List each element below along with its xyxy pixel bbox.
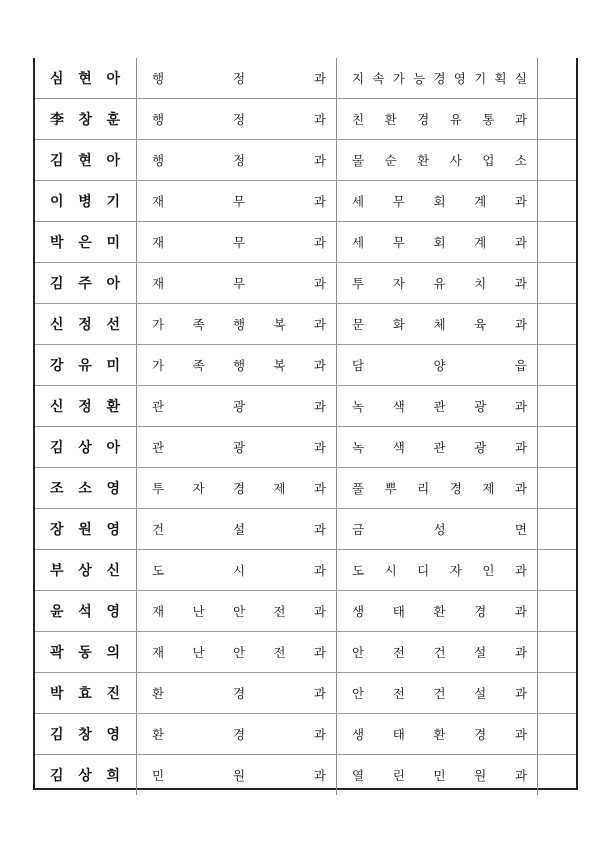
table-row: [35, 58, 576, 99]
new-department-text: 금 성 면: [352, 522, 527, 537]
table-row: [35, 468, 576, 509]
employee-name: [35, 140, 137, 181]
new-department: [337, 304, 538, 345]
employee-name-text: 곽 동 의: [50, 645, 120, 661]
remarks-cell: [538, 632, 577, 673]
table-row: [35, 304, 576, 345]
remarks-cell: [538, 591, 577, 632]
table-row: [35, 263, 576, 304]
employee-name-text: 신 정 선: [50, 317, 120, 333]
employee-name-text: 李 창 훈: [50, 112, 120, 128]
new-department: [337, 468, 538, 509]
table-row: [35, 591, 576, 632]
employee-name-text: 강 유 미: [50, 358, 120, 374]
new-department: [337, 714, 538, 755]
new-department: [337, 550, 538, 591]
previous-department: [137, 222, 337, 263]
table-row: [35, 755, 576, 796]
new-department-text: 투 자 유 치 과: [352, 276, 527, 291]
employee-name: [35, 58, 137, 99]
employee-name: [35, 632, 137, 673]
new-department: [337, 58, 538, 99]
employee-name: [35, 591, 137, 632]
remarks-cell: [538, 673, 577, 714]
employee-name-text: 심 현 아: [50, 71, 120, 87]
employee-name-text: 김 창 영: [50, 727, 120, 743]
previous-department: [137, 140, 337, 181]
employee-name-text: 장 원 영: [50, 522, 120, 538]
previous-department-text: 재 난 안 전 과: [152, 645, 326, 660]
previous-department: [137, 427, 337, 468]
new-department: [337, 427, 538, 468]
new-department-text: 생 태 환 경 과: [352, 604, 527, 619]
table-row: [35, 632, 576, 673]
new-department-text: 세 무 회 계 과: [352, 235, 527, 250]
previous-department: [137, 673, 337, 714]
new-department: [337, 345, 538, 386]
previous-department: [137, 181, 337, 222]
previous-department: [137, 263, 337, 304]
new-department: [337, 632, 538, 673]
table-row: [35, 181, 576, 222]
employee-name-text: 박 효 진: [50, 686, 120, 702]
new-department-text: 안 전 건 설 과: [352, 645, 527, 660]
previous-department-text: 행 정 과: [152, 153, 326, 168]
previous-department-text: 도 시 과: [152, 563, 326, 578]
remarks-cell: [538, 345, 577, 386]
employee-name-text: 윤 석 영: [50, 604, 120, 620]
remarks-cell: [538, 386, 577, 427]
previous-department-text: 행 정 과: [152, 112, 326, 127]
new-department-text: 물 순 환 사 업 소: [352, 153, 527, 168]
new-department: [337, 263, 538, 304]
new-department-text: 녹 색 관 광 과: [352, 440, 527, 455]
new-department-text: 안 전 건 설 과: [352, 686, 527, 701]
new-department-text: 지 속 가 능 경 영 기 획 실: [352, 71, 527, 86]
table-row: [35, 222, 576, 263]
new-department: [337, 591, 538, 632]
previous-department: [137, 591, 337, 632]
employee-name-text: 김 현 아: [50, 153, 120, 169]
employee-name: [35, 427, 137, 468]
employee-name: [35, 345, 137, 386]
employee-name: [35, 509, 137, 550]
remarks-cell: [538, 140, 577, 181]
employee-name: [35, 222, 137, 263]
employee-name: [35, 304, 137, 345]
previous-department: [137, 755, 337, 796]
new-department-text: 풀 뿌 리 경 제 과: [352, 481, 527, 496]
remarks-cell: [538, 755, 577, 796]
remarks-cell: [538, 427, 577, 468]
previous-department-text: 환 경 과: [152, 727, 326, 742]
employee-name-text: 조 소 영: [50, 481, 120, 497]
employee-name: [35, 468, 137, 509]
table-row: [35, 345, 576, 386]
employee-name: [35, 673, 137, 714]
employee-name: [35, 99, 137, 140]
employee-name-text: 김 상 희: [50, 768, 120, 784]
employee-name: [35, 755, 137, 796]
employee-name-text: 신 정 환: [50, 399, 120, 415]
previous-department: [137, 386, 337, 427]
employee-name: [35, 386, 137, 427]
new-department-text: 담 양 읍: [352, 358, 527, 373]
remarks-cell: [538, 99, 577, 140]
remarks-cell: [538, 509, 577, 550]
previous-department: [137, 550, 337, 591]
previous-department-text: 가 족 행 복 과: [152, 317, 326, 332]
previous-department: [137, 714, 337, 755]
previous-department-text: 재 난 안 전 과: [152, 604, 326, 619]
previous-department-text: 관 광 과: [152, 440, 326, 455]
remarks-cell: [538, 263, 577, 304]
new-department-text: 도 시 디 자 인 과: [352, 563, 527, 578]
employee-name-text: 이 병 기: [50, 194, 120, 210]
table-row: [35, 386, 576, 427]
previous-department-text: 재 무 과: [152, 194, 326, 209]
previous-department-text: 행 정 과: [152, 71, 326, 86]
previous-department-text: 가 족 행 복 과: [152, 358, 326, 373]
new-department-text: 문 화 체 육 과: [352, 317, 527, 332]
new-department-text: 친 환 경 유 통 과: [352, 112, 527, 127]
employee-name: [35, 181, 137, 222]
new-department-text: 생 태 환 경 과: [352, 727, 527, 742]
new-department-text: 세 무 회 계 과: [352, 194, 527, 209]
table-row: [35, 673, 576, 714]
table-row: [35, 427, 576, 468]
remarks-cell: [538, 58, 577, 99]
previous-department-text: 환 경 과: [152, 686, 326, 701]
remarks-cell: [538, 468, 577, 509]
table-row: [35, 140, 576, 181]
previous-department-text: 재 무 과: [152, 235, 326, 250]
employee-name-text: 부 상 신: [50, 563, 120, 579]
new-department: [337, 99, 538, 140]
previous-department: [137, 468, 337, 509]
remarks-cell: [538, 222, 577, 263]
table-row: [35, 509, 576, 550]
previous-department-text: 관 광 과: [152, 399, 326, 414]
personnel-table: [33, 58, 578, 790]
previous-department-text: 투 자 경 제 과: [152, 481, 326, 496]
previous-department: [137, 58, 337, 99]
remarks-cell: [538, 550, 577, 591]
new-department: [337, 181, 538, 222]
new-department: [337, 509, 538, 550]
new-department: [337, 755, 538, 796]
table-row: [35, 99, 576, 140]
employee-name-text: 김 상 아: [50, 440, 120, 456]
employee-name-text: 김 주 아: [50, 276, 120, 292]
previous-department-text: 민 원 과: [152, 768, 326, 783]
employee-name-text: 박 은 미: [50, 235, 120, 251]
previous-department-text: 재 무 과: [152, 276, 326, 291]
previous-department: [137, 304, 337, 345]
employee-name: [35, 714, 137, 755]
previous-department: [137, 345, 337, 386]
new-department: [337, 386, 538, 427]
table-row: [35, 550, 576, 591]
previous-department: [137, 99, 337, 140]
new-department-text: 녹 색 관 광 과: [352, 399, 527, 414]
new-department: [337, 673, 538, 714]
previous-department: [137, 509, 337, 550]
table-row: [35, 714, 576, 755]
employee-name: [35, 550, 137, 591]
new-department: [337, 222, 538, 263]
remarks-cell: [538, 304, 577, 345]
previous-department-text: 건 설 과: [152, 522, 326, 537]
transfer-table: [35, 58, 576, 795]
remarks-cell: [538, 181, 577, 222]
previous-department: [137, 632, 337, 673]
new-department-text: 열 린 민 원 과: [352, 768, 527, 783]
remarks-cell: [538, 714, 577, 755]
new-department: [337, 140, 538, 181]
employee-name: [35, 263, 137, 304]
